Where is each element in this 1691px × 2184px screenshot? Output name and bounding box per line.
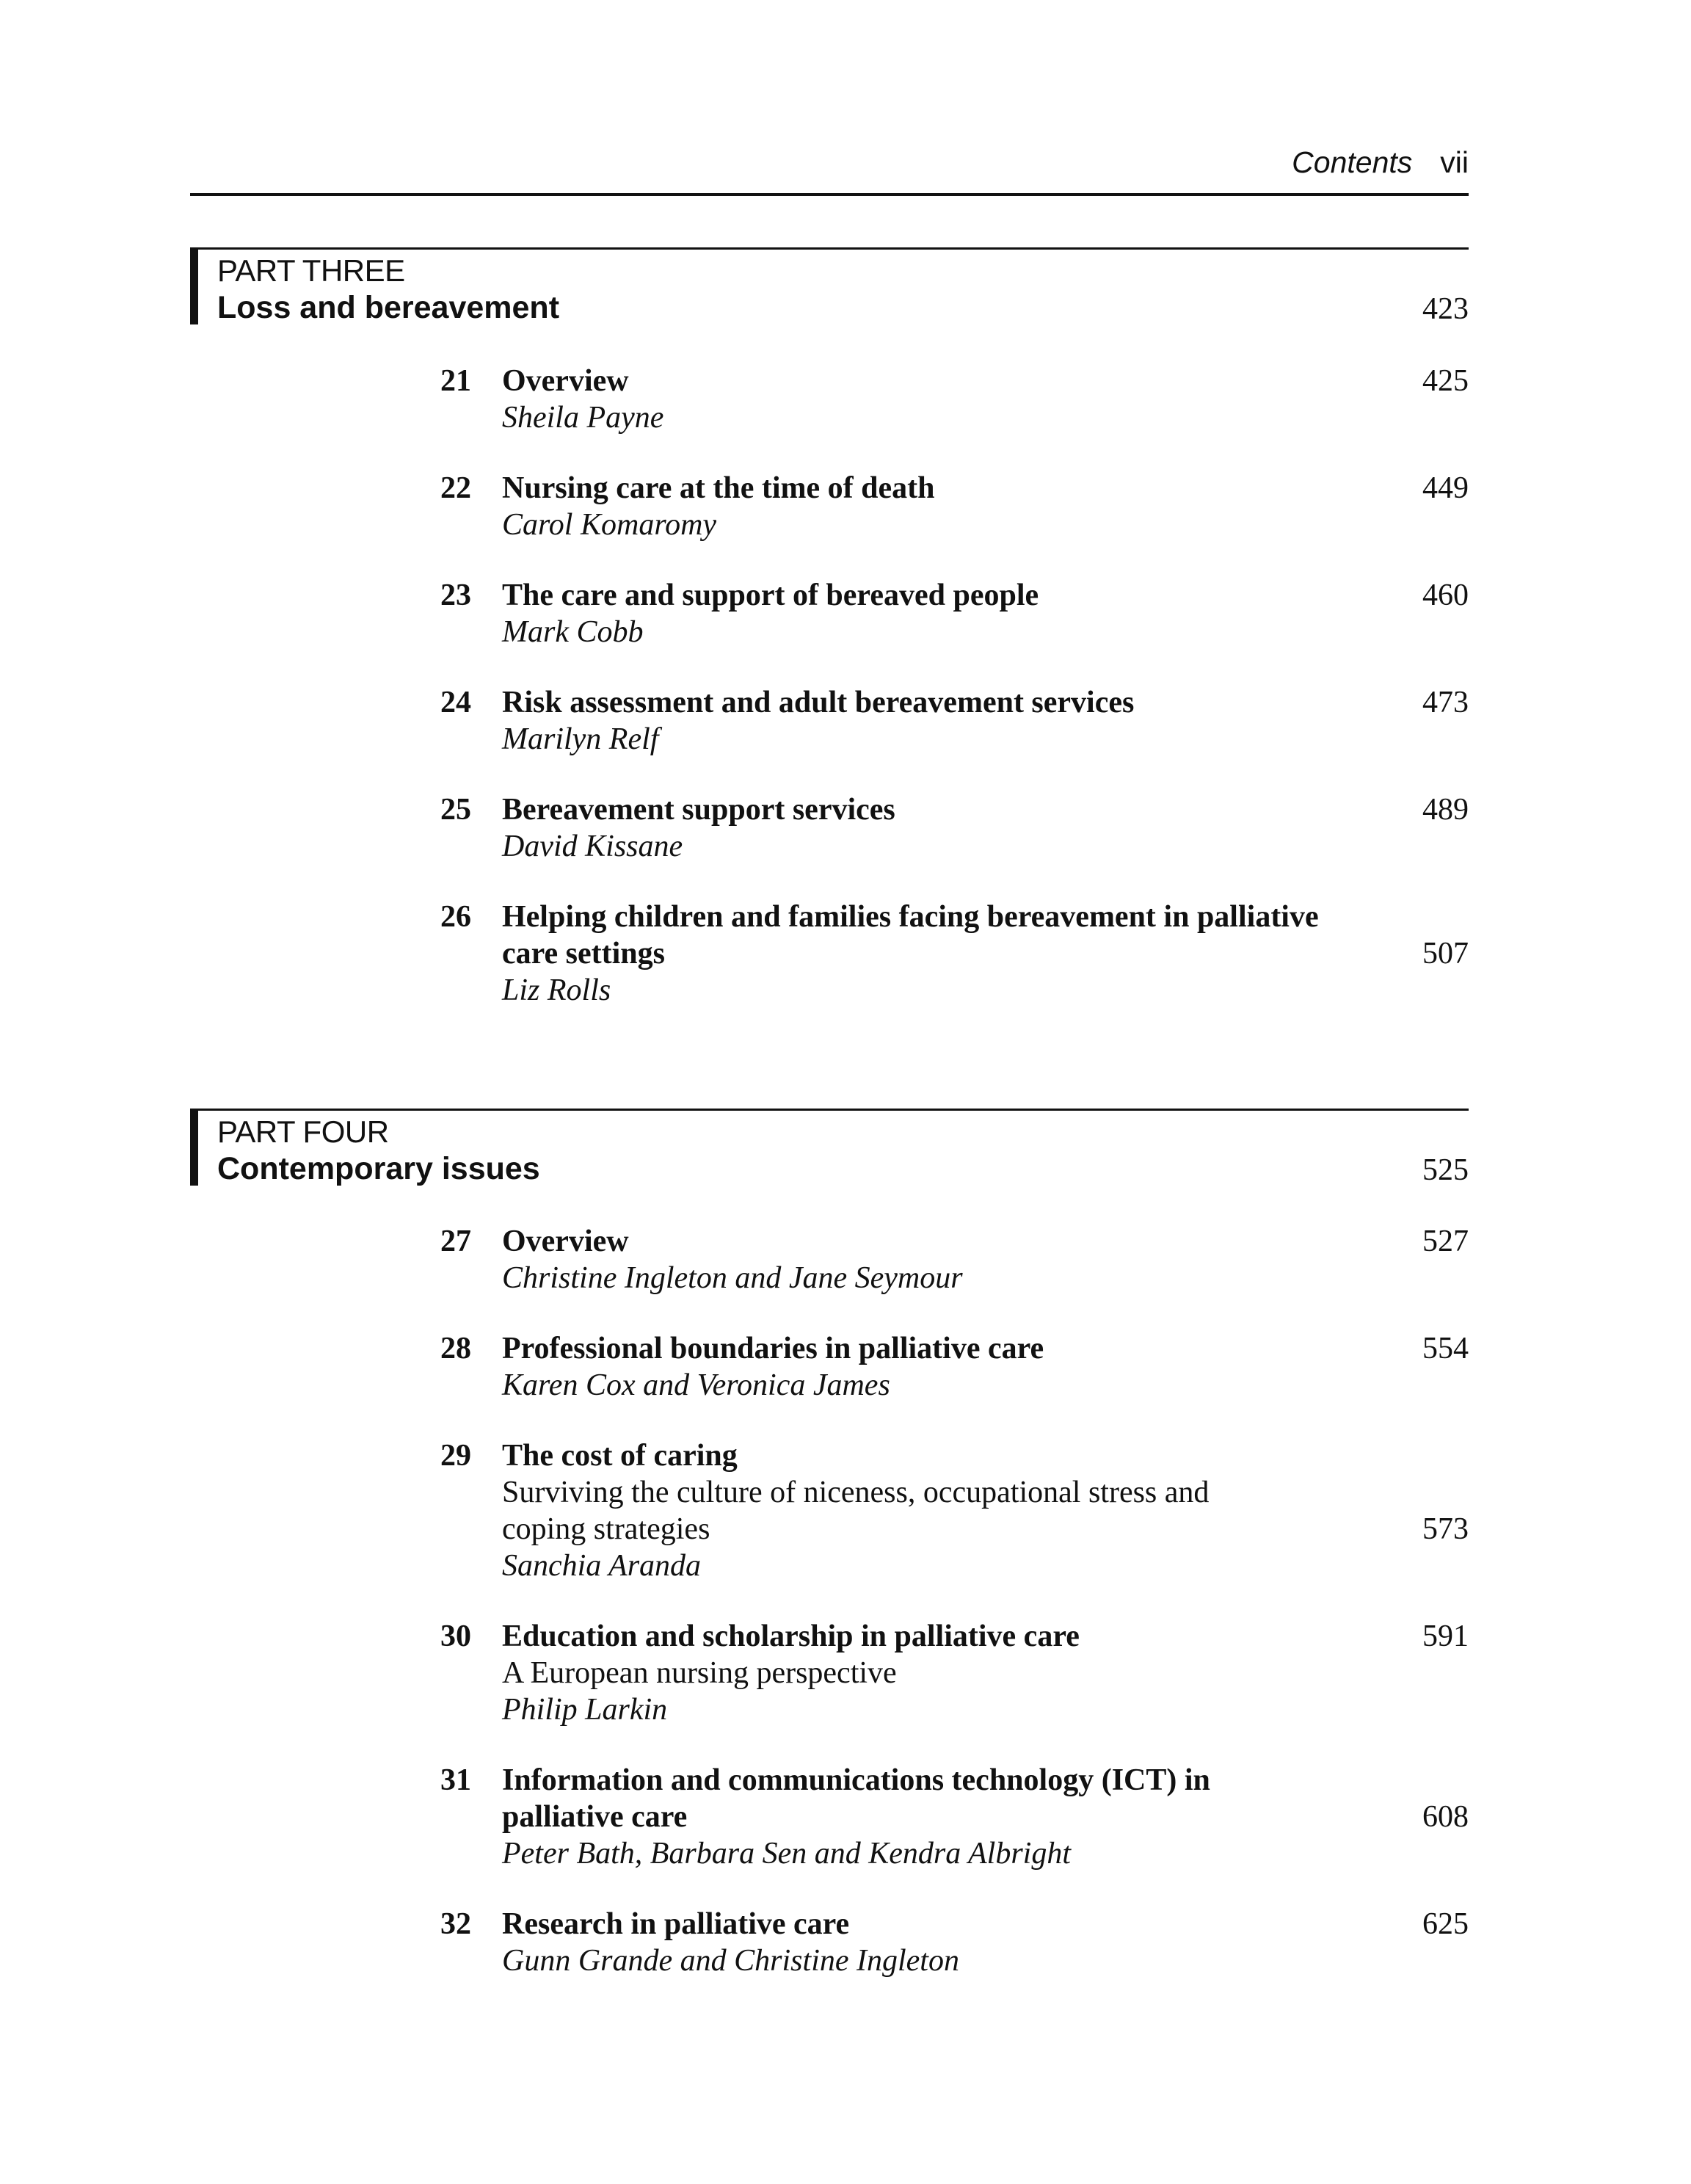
chapter-authors: Sanchia Aranda (502, 1549, 702, 1583)
chapter-title: Risk assessment and adult bereavement services (502, 686, 1135, 719)
toc-entry[interactable] (440, 1618, 1469, 1728)
toc-entry[interactable] (440, 470, 1469, 543)
chapter-authors: Christine Ingleton and Jane Seymour (502, 1261, 963, 1295)
chapter-title: Helping children and families facing bereavement in palliative care settings (502, 900, 1319, 971)
chapter-number: 22 (440, 471, 471, 505)
chapter-title: The cost of caring (502, 1439, 738, 1473)
chapter-title: Information and communications technology (ICT) in palliative care (502, 1763, 1210, 1834)
chapter-authors: Philip Larkin (502, 1693, 668, 1727)
chapter-number: 27 (440, 1225, 471, 1258)
chapter-number: 32 (440, 1907, 471, 1941)
toc-entry[interactable] (440, 1437, 1469, 1584)
chapter-authors: Gunn Grande and Christine Ingleton (502, 1944, 959, 1978)
part-label: PART THREE (217, 253, 405, 288)
chapter-number: 24 (440, 686, 471, 719)
toc-entry[interactable] (440, 791, 1469, 865)
chapter-title: Overview (502, 1225, 629, 1258)
part-marker-bar (190, 247, 198, 324)
chapter-number: 21 (440, 364, 471, 398)
chapter-title: Nursing care at the time of death (502, 471, 935, 505)
chapter-page-number: 507 (1422, 937, 1469, 971)
header-rule (190, 193, 1469, 196)
toc-entry[interactable] (440, 1906, 1469, 1979)
chapter-number: 28 (440, 1332, 471, 1365)
chapter-page-number: 573 (1422, 1512, 1469, 1546)
chapter-page-number: 554 (1422, 1332, 1469, 1365)
chapter-title: Education and scholarship in palliative care (502, 1619, 1080, 1653)
chapter-title: The care and support of bereaved people (502, 578, 1039, 612)
chapter-subtitle: A European nursing perspective (502, 1656, 897, 1690)
chapter-number: 26 (440, 900, 471, 934)
part-page-number: 423 (1422, 292, 1469, 326)
part-title: Contemporary issues (217, 1151, 540, 1186)
chapter-title: Professional boundaries in palliative care (502, 1332, 1044, 1365)
part-title: Loss and bereavement (217, 290, 560, 325)
toc-entry[interactable] (440, 684, 1469, 758)
chapter-page-number: 591 (1422, 1619, 1469, 1653)
chapter-authors: Mark Cobb (502, 615, 644, 649)
part-rule (190, 1109, 1469, 1111)
part-page-number: 525 (1422, 1153, 1469, 1187)
chapter-number: 29 (440, 1439, 471, 1473)
part-heading (190, 247, 1469, 326)
chapter-number: 30 (440, 1619, 471, 1653)
chapter-authors: Marilyn Relf (502, 722, 659, 756)
toc-entry[interactable] (440, 577, 1469, 650)
running-head (190, 145, 1469, 180)
chapter-page-number: 425 (1422, 364, 1469, 398)
chapter-page-number: 527 (1422, 1225, 1469, 1258)
chapter-page-number: 625 (1422, 1907, 1469, 1941)
chapter-title: Research in palliative care (502, 1907, 850, 1941)
page-folio: vii (1440, 145, 1469, 179)
chapter-authors: Liz Rolls (502, 973, 611, 1007)
running-head-section: Contents (1292, 145, 1413, 179)
chapter-authors: Carol Komaromy (502, 508, 717, 542)
chapter-title: Bereavement support services (502, 793, 895, 827)
chapter-authors: Sheila Payne (502, 401, 664, 435)
chapter-title: Overview (502, 364, 629, 398)
chapter-page-number: 460 (1422, 578, 1469, 612)
part-label: PART FOUR (217, 1114, 389, 1149)
toc-entry[interactable] (440, 363, 1469, 436)
chapter-page-number: 608 (1422, 1800, 1469, 1834)
chapter-page-number: 489 (1422, 793, 1469, 827)
toc-entry[interactable] (440, 899, 1469, 1009)
toc-entry[interactable] (440, 1330, 1469, 1404)
chapter-subtitle: Surviving the culture of niceness, occupational stress and coping strategies (502, 1476, 1210, 1546)
part-marker-bar (190, 1109, 198, 1186)
toc-entry[interactable] (440, 1223, 1469, 1296)
part-heading (190, 1109, 1469, 1187)
chapter-page-number: 449 (1422, 471, 1469, 505)
chapter-number: 23 (440, 578, 471, 612)
chapter-number: 25 (440, 793, 471, 827)
chapter-number: 31 (440, 1763, 471, 1797)
chapter-authors: Peter Bath, Barbara Sen and Kendra Albright (502, 1837, 1072, 1871)
chapter-authors: Karen Cox and Veronica James (502, 1368, 890, 1402)
chapter-authors: David Kissane (502, 830, 683, 863)
toc-entry[interactable] (440, 1762, 1469, 1872)
chapter-page-number: 473 (1422, 686, 1469, 719)
part-rule (190, 247, 1469, 250)
